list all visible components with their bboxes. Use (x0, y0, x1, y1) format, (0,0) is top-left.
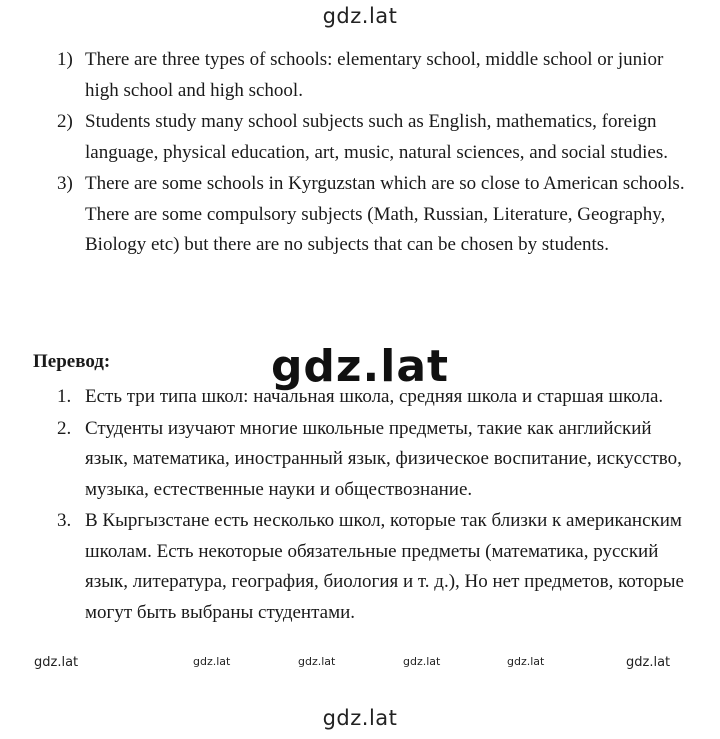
watermark-row-item: gdz.lat (403, 655, 441, 668)
item-text: There are three types of schools: elementary school, middle school or junior high school and high school. (85, 49, 664, 101)
item-number: 3) (57, 173, 73, 194)
list-item (0, 414, 720, 506)
item-number: 3. (57, 510, 72, 531)
list-item (0, 45, 720, 106)
translation-list (0, 382, 720, 629)
item-text: Students study many school subjects such as English, mathematics, foreign language, physical education, art, music, natural sciences, and social studies. (85, 111, 669, 163)
item-text: В Кыргызстане есть несколько школ, которые так близки к американским школам. Есть некоторые обязательные предметы (математика, русский язык, литература, география, биология и т. д.), Но нет предметов, которые могут быть выбраны студентами. (85, 510, 684, 623)
list-item (0, 107, 720, 168)
watermark-row-item: gdz.lat (298, 655, 336, 668)
watermark-center: gdz.lat (270, 341, 450, 392)
watermark-row-item: gdz.lat (626, 655, 671, 670)
watermark-row-item: gdz.lat (34, 655, 79, 670)
item-number: 1) (57, 49, 73, 70)
item-number: 1. (57, 386, 72, 407)
item-text: Есть три типа школ: начальная школа, средняя школа и старшая школа. (85, 386, 664, 407)
item-number: 2. (57, 417, 72, 439)
list-item (0, 506, 720, 628)
watermark-top: gdz.lat (322, 4, 398, 28)
translation-heading: Перевод: (33, 351, 111, 372)
item-text: Студенты изучают многие школьные предметы, такие как английский язык, математика, иностранный язык, физическое воспитание, искусство, музыка, естественные науки и обществознание. (85, 417, 682, 500)
watermark-row-item: gdz.lat (507, 655, 545, 668)
watermark-row-item: gdz.lat (193, 655, 231, 668)
list-item (0, 169, 720, 261)
list-item (0, 382, 720, 413)
item-number: 2) (57, 111, 73, 132)
item-text: There are some schools in Kyrguzstan which are so close to American schools. There are some compulsory subjects (Math, Russian, Literature, Geography, Biology etc) but there are no subjects that can be chosen by students. (85, 173, 685, 255)
answer-list (0, 45, 720, 262)
watermark-bottom: gdz.lat (322, 706, 398, 730)
